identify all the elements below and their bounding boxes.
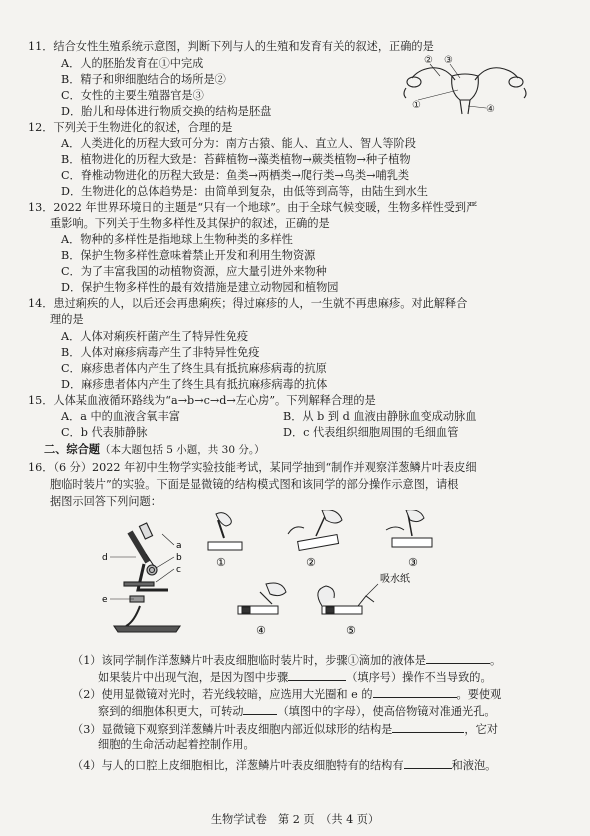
q15-stem: 15．人体某血液循环路线为“a→b→c→d→左心房”。下列解释合理的是 [28,394,376,407]
q11-option-a: A．人的胚胎发育在①中完成 [61,57,204,70]
q13-option-b: B．保护生物多样性意味着禁止开发和利用生物资源 [61,249,316,262]
fig-label-1: ① [412,100,421,111]
answer-blank-3[interactable] [373,686,457,698]
q16-sub1-text-b-end: （填序号）操作不当导致的。 [346,671,492,684]
q16-sub1-line2 [98,669,492,685]
q11-option-d: D．胎儿和母体进行物质交换的结构是胚盘 [61,105,272,118]
female-reproductive-system-figure [400,52,530,118]
q16-sub1-text-b: 如果装片中出现气泡，是因为图中步骤 [98,671,289,684]
q16-sub1-line1 [72,652,501,668]
q16-stem-line3: 据图示回答下列问题： [50,495,162,508]
q14-option-b: B．人体对麻疹病毒产生了非特异性免疫 [61,346,260,359]
q16-sub4-text: （4）与人的口腔上皮细胞相比，洋葱鳞片叶表皮细胞特有的结构有 [72,759,404,772]
microscope-label-a: a [176,541,182,551]
microscope-label-e: e [102,595,108,605]
q12-stem: 12．下列关于生物进化的叙述，合理的是 [28,121,233,134]
q16-sub4-text-end: 和液泡。 [451,759,497,772]
microscope-label-d: d [102,553,108,563]
fig-label-4: ④ [486,104,495,115]
answer-blank-6[interactable] [404,757,452,769]
step-label-3: ③ [408,556,418,569]
q16-sub2-text-b-end: （填图中的字母），使高倍物镜对准通光孔。 [277,705,496,718]
q16-stem-line1: 16．（6 分）2022 年初中生物学实验技能考试，某同学抽到“制作并观察洋葱鳞片叶表皮细 [28,461,477,474]
q16-sub3-line1 [72,721,498,737]
q16-sub3-line2: 细胞的生命活动起着控制作用。 [98,738,255,751]
q16-sub2-line1 [72,686,501,702]
q15-option-b: B．从 b 到 d 血液由静脉血变成动脉血 [283,410,477,423]
q14-option-d: D．麻疹患者体内产生了终生具有抵抗麻疹病毒的抗体 [61,378,328,391]
microscope-label-c: c [176,565,181,575]
page-footer: 生物学试卷 第 2 页 （共 4 页） [210,813,380,826]
answer-blank-2[interactable] [288,669,346,681]
q15-option-d: D．c 代表组织细胞周围的毛细血管 [283,426,459,439]
q16-sub2-line2 [98,703,496,719]
q11-option-c: C．女性的主要生殖器官是③ [61,89,204,102]
q16-sub2-text-a: （2）使用显微镜对光时，若光线较暗，应选用大光圈和 e 的 [72,688,373,701]
q14-option-c: C．麻疹患者体内产生了终生具有抵抗麻疹病毒的抗原 [61,362,327,375]
q16-sub3-text-a-end: ，它对 [464,723,498,736]
q13-stem: 13．2022 年世界环境日的主题是“只有一个地球”。由于全球气候变暖，生物多样性受到严 [28,201,478,214]
q16-figure [90,510,530,640]
q16-sub2-text-a-end: 。要使观 [456,688,502,701]
blotting-paper-label: 吸水纸 [380,574,410,585]
microscope-label-b: b [176,553,182,563]
q12-option-b: B．植物进化的历程大致是：苔藓植物→藻类植物→蕨类植物→种子植物 [61,153,411,166]
step-label-5: ⑤ [346,624,356,637]
q16-stem-line2: 胞临时装片”的实验。下面是显微镜的结构模式图和该同学的部分操作示意图，请根 [50,478,459,491]
answer-blank-4[interactable] [243,703,277,715]
fig-label-3: ③ [444,55,453,66]
section-note: （本大题包括 5 小题，共 30 分。） [99,444,265,456]
q11-stem: 11．结合女性生殖系统示意图，判断下列与人的生殖和发育有关的叙述，正确的是 [28,40,434,53]
q13-option-a: A．物种的多样性是指地球上生物种类的多样性 [61,233,293,246]
q13-option-c: C．为了丰富我国的动植物资源，应大量引进外来物种 [61,265,327,278]
q15-option-c: C．b 代表肺静脉 [61,426,148,439]
section-heading [44,443,265,457]
step-label-4: ④ [256,624,266,637]
step-label-1: ① [216,556,226,569]
q16-sub1-text-a: （1）该同学制作洋葱鳞片叶表皮细胞临时装片时，步骤①滴加的液体是 [72,654,426,667]
q16-sub3-text-a: （3）显微镜下观察到洋葱鳞片叶表皮细胞内部近似球形的结构是 [72,723,393,736]
q12-option-d: D．生物进化的总体趋势是：由简单到复杂，由低等到高等，由陆生到水生 [61,185,428,198]
answer-blank-5[interactable] [392,721,464,733]
q15-option-a: A．a 中的血液含氧丰富 [61,410,180,423]
microscope-figure [114,523,180,632]
q12-option-a: A．人类进化的历程大致可分为：南方古猿、能人、直立人、智人等阶段 [61,137,416,150]
q16-sub4-line [72,757,496,773]
q16-sub1-text-a-end: 。 [489,654,502,667]
q14-stem: 14．患过痢疾的人，以后还会再患痢疾；得过麻疹的人，一生就不再患麻疹。对此解释合 [28,297,468,310]
q11-option-b: B．精子和卵细胞结合的场所是② [61,73,226,86]
q14-option-a: A．人体对痢疾杆菌产生了特异性免疫 [61,330,249,343]
answer-blank-1[interactable] [426,652,490,664]
q13-stem-cont: 重影响。下列关于生物多样性及其保护的叙述，正确的是 [50,217,330,230]
section-title: 二、综合题 [44,443,100,456]
q13-option-d: D．保护生物多样性的最有效措施是建立动物园和植物园 [61,281,339,294]
step-label-2: ② [306,556,316,569]
q14-stem-cont: 理的是 [50,313,84,326]
q12-option-c: C．脊椎动物进化的历程大致是：鱼类→两栖类→爬行类→鸟类→哺乳类 [61,169,410,182]
q16-sub2-text-b: 察到的细胞体积更大，可转动 [98,705,244,718]
fig-label-2: ② [424,55,433,66]
